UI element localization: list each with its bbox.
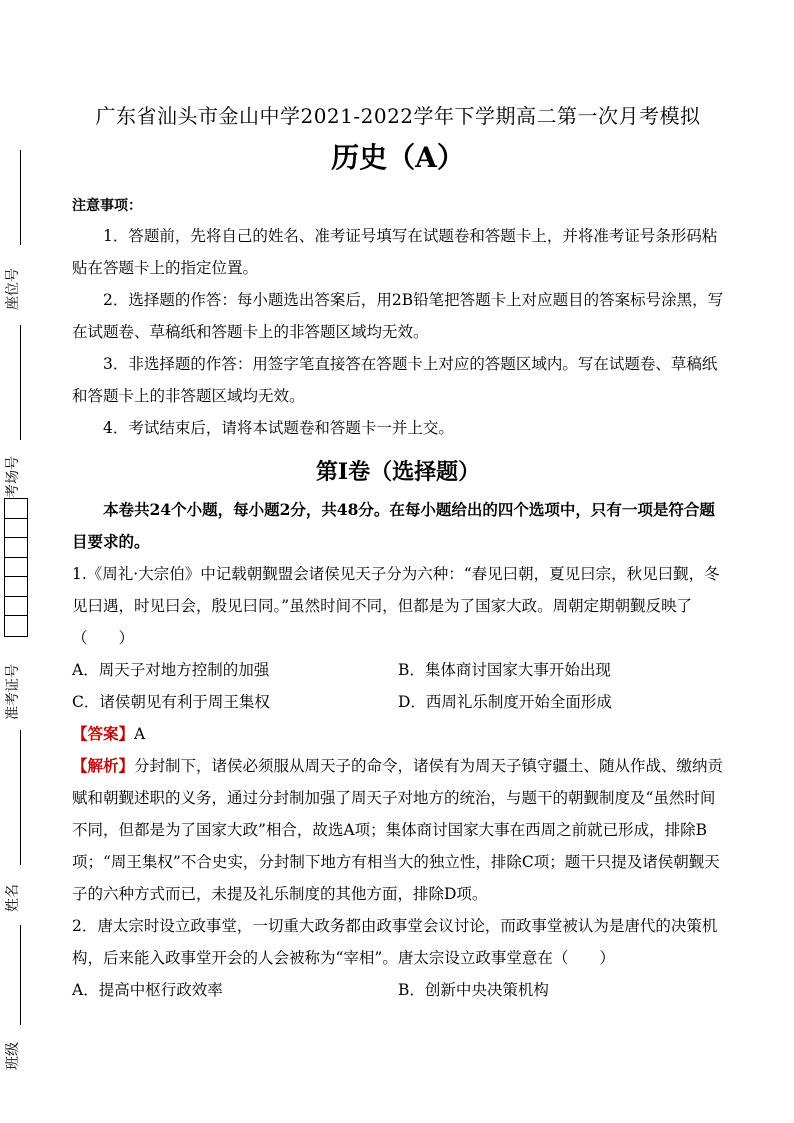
notice-item: 1．答题前，先将自己的姓名、准考证号填写在试题卷和答题卡上，并将准考证号条形码粘贴在答题卡上的指定位置。 bbox=[72, 227, 718, 277]
question-1-analysis bbox=[72, 750, 724, 910]
ticket-number-grid bbox=[4, 498, 28, 637]
answer-value: A bbox=[134, 725, 146, 743]
section-intro: 本卷共24个小题，每小题2分，共48分。在每小题给出的四个选项中，只有一项是符合题目要求的。 bbox=[72, 500, 715, 551]
option-a: A．周天子对地方控制的加强 bbox=[72, 661, 270, 679]
question-2-stem: 2．唐太宗时设立政事堂，一切重大政务都由政事堂会议讨论，而政事堂被认为是唐代的决策机构，后来能入政事堂开会的人会被称为“宰相”。唐太宗设立政事堂意在（ ） bbox=[72, 917, 718, 967]
ticket-label: 准考证号 bbox=[5, 664, 21, 720]
seat-label: 座位号 bbox=[5, 268, 21, 310]
question-2-options-row bbox=[72, 974, 724, 1006]
answer-label: 【答案】 bbox=[72, 724, 135, 743]
margin-line bbox=[20, 325, 21, 440]
option-b: B．集体商讨国家大事开始出现 bbox=[398, 661, 611, 679]
option-b: B．创新中央决策机构 bbox=[398, 981, 549, 999]
question-1-answer bbox=[72, 718, 724, 750]
option-d: D．西周礼乐制度开始全面形成 bbox=[398, 693, 612, 711]
margin-line bbox=[20, 150, 21, 245]
question-1-options-row bbox=[72, 654, 724, 686]
notice-item: 2．选择题的作答：每小题选出答案后，用2B铅笔把答题卡上对应题目的答案标号涂黑，写在试题卷、草稿纸和答题卡上的非答题区域均无效。 bbox=[72, 291, 724, 341]
question-1-stem: 1.《周礼·大宗伯》中记载朝觐盟会诸侯见天子分为六种：“春见曰朝，夏见曰宗，秋见曰觐，冬见曰遇，时见曰会，殷见曰同。”虽然时间不同，但都是为了国家大政。周朝定期朝觐反映了（ ） bbox=[72, 565, 720, 647]
analysis-text: 分封制下，诸侯必须服从周天子的命令，诸侯有为周天子镇守疆土、随从作战、缴纳贡赋和朝觐述职的义务，通过分封制加强了周天子对地方的统治，与题干的朝觐制度及“虽然时间不同，但都是为了国家大政”相合，故选A项；集体商讨国家大事在西周之前就已形成，排除B项；“周王集权”不合史实，分封制下地方有相当大的独立性，排除C项；题干只提及诸侯朝觐天子的六种方式而已，未提及礼乐制度的其他方面，排除D项。 bbox=[72, 757, 724, 903]
exam-title: 广东省汕头市金山中学2021-2022学年下学期高二第一次月考模拟 bbox=[95, 104, 701, 128]
notice-item: 3．非选择题的作答：用签字笔直接答在答题卡上对应的答题区域内。写在试题卷、草稿纸和答题卡上的非答题区域均无效。 bbox=[72, 355, 718, 405]
analysis-label: 【解析】 bbox=[72, 756, 135, 775]
question-1-options-row bbox=[72, 686, 724, 718]
binding-margin bbox=[0, 0, 60, 1123]
class-label: 班级 bbox=[5, 1042, 21, 1070]
option-c: C．诸侯朝见有利于周王集权 bbox=[72, 693, 270, 711]
margin-line bbox=[20, 730, 21, 865]
name-label: 姓名 bbox=[5, 884, 21, 912]
room-label: 考场号 bbox=[5, 456, 21, 498]
page-content bbox=[72, 96, 724, 1006]
notice-item: 4．考试结束后，请将本试题卷和答题卡一并上交。 bbox=[103, 419, 454, 437]
option-a: A．提高中枢行政效率 bbox=[72, 981, 223, 999]
section-title: 第Ⅰ卷（选择题） bbox=[315, 459, 481, 485]
subject-title: 历史（A） bbox=[331, 141, 465, 174]
margin-line bbox=[20, 925, 21, 1025]
notice-heading: 注意事项： bbox=[72, 198, 142, 214]
